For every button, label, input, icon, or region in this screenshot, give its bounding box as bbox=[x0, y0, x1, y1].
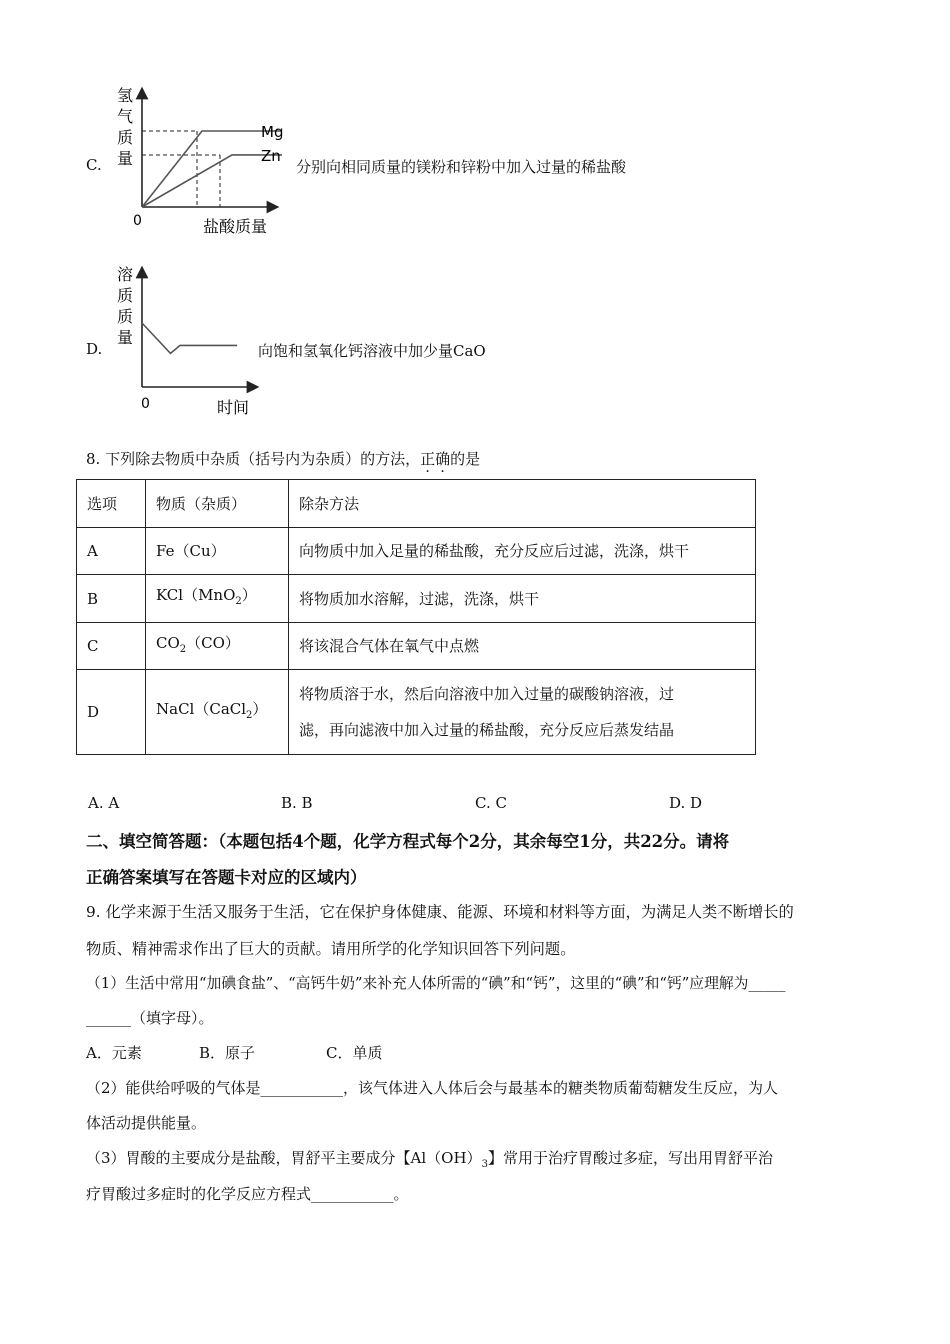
q9-part1-line1: （1）生活中常用“加碘食盐”、“高钙牛奶”来补充人体所需的“碘”和“钙”，这里的“碘”和“钙”应理解为_____ bbox=[86, 975, 786, 992]
chart-c-mg-label: Mg bbox=[261, 123, 284, 141]
q9-stem-line1: 9. 化学来源于生活又服务于生活，它在保护身体健康、能源、环境和材料等方面，为满足人类不断增长的 bbox=[86, 903, 794, 921]
table-header-row bbox=[77, 480, 756, 528]
row-c-method: 将该混合气体在氧气中点燃 bbox=[289, 623, 756, 670]
table-row bbox=[77, 528, 756, 575]
row-d-substance: NaCl（CaCl$_2$） bbox=[146, 670, 289, 755]
chart-d-origin: 0 bbox=[141, 396, 150, 412]
option-d-label: D. bbox=[86, 340, 103, 358]
q8-table bbox=[76, 479, 756, 755]
table-row bbox=[77, 575, 756, 623]
row-c-option: C bbox=[77, 623, 146, 670]
chart-d-series bbox=[142, 323, 237, 353]
row-d-method: 将物质溶于水，然后向溶液中加入过量的碳酸钠溶液，过 滤，再向滤液中加入过量的稀盐酸，充分反应后蒸发结晶 bbox=[289, 670, 756, 755]
q9-part3-line2: 疗胃酸过多症时的化学反应方程式___________。 bbox=[86, 1185, 409, 1203]
q9-part2-line2: 体活动提供能量。 bbox=[86, 1114, 207, 1132]
option-c-label: C. bbox=[86, 156, 102, 174]
row-b-option: B bbox=[77, 575, 146, 623]
row-b-method: 将物质加水溶解，过滤，洗涤，烘干 bbox=[289, 575, 756, 623]
row-a-method: 向物质中加入足量的稀盐酸，充分反应后过滤，洗涤，烘干 bbox=[289, 528, 756, 575]
chart-c bbox=[105, 85, 295, 240]
chart-d-ylabel-2: 质 bbox=[117, 307, 134, 326]
q8-stem: 8. 下列除去物质中杂质（括号内为杂质）的方法，正确的是 bbox=[86, 450, 481, 468]
section2-heading-line2: 正确答案填写在答题卡对应的区域内） bbox=[86, 868, 367, 887]
chart-c-zn-label: Zn bbox=[261, 147, 281, 165]
q9-part1-option-a: A．元素 bbox=[86, 1044, 142, 1062]
chart-c-ylabel-0: 氢 bbox=[117, 86, 134, 105]
chart-c-ylabel-3: 量 bbox=[117, 149, 134, 168]
option-d-desc: 向饱和氢氧化钙溶液中加少量CaO bbox=[258, 342, 486, 360]
chart-d bbox=[105, 262, 275, 422]
row-a-option: A bbox=[77, 528, 146, 575]
chart-d-xlabel: 时间 bbox=[217, 398, 250, 417]
header-method: 除杂方法 bbox=[289, 480, 756, 528]
chart-c-ylabel-1: 气 bbox=[117, 107, 134, 126]
choice-d[interactable]: D. D bbox=[669, 794, 703, 812]
q9-part1-option-c: C．单质 bbox=[326, 1044, 383, 1062]
q9-part1-option-b: B．原子 bbox=[199, 1044, 256, 1062]
table-row bbox=[77, 670, 756, 755]
q9-part2-line1: （2）能供给呼吸的气体是___________，该气体进入人体后会与最基本的糖类物质葡萄糖发生反应，为人 bbox=[86, 1079, 779, 1097]
chart-c-xlabel: 盐酸质量 bbox=[203, 217, 268, 236]
chart-d-ylabel-1: 质 bbox=[117, 286, 134, 305]
chart-c-origin: 0 bbox=[133, 213, 142, 229]
row-b-substance: KCl（MnO$_2$） bbox=[146, 575, 289, 623]
q9-part3-line1: （3）胃酸的主要成分是盐酸，胃舒平主要成分【$Al(OH)_3$】常用于治疗胃酸过多症，写出用胃舒平治 bbox=[86, 1149, 773, 1170]
row-d-option: D bbox=[77, 670, 146, 755]
q9-part1-line2: ______（填字母）。 bbox=[86, 1009, 214, 1027]
chart-c-ylabel-2: 质 bbox=[117, 128, 134, 147]
table-row bbox=[77, 623, 756, 670]
choice-c[interactable]: C. C bbox=[475, 794, 507, 812]
chart-d-ylabel-0: 溶 bbox=[117, 265, 134, 284]
row-c-substance: $CO_2(CO)$ bbox=[146, 623, 289, 670]
option-c-desc: 分别向相同质量的镁粉和锌粉中加入过量的稀盐酸 bbox=[296, 158, 627, 176]
q9-stem-line2: 物质、精神需求作出了巨大的贡献。请用所学的化学知识回答下列问题。 bbox=[86, 940, 576, 958]
header-option: 选项 bbox=[77, 480, 146, 528]
chart-d-ylabel-3: 量 bbox=[117, 328, 134, 347]
header-substance: 物质（杂质） bbox=[146, 480, 289, 528]
section2-heading-line1: 二、填空简答题：（本题包括4个题，化学方程式每个2分，其余每空1分，共22分。请将 bbox=[86, 832, 730, 851]
choice-b[interactable]: B. B bbox=[281, 794, 313, 812]
row-a-substance: Fe（Cu） bbox=[146, 528, 289, 575]
choice-a[interactable]: A. A bbox=[88, 794, 120, 812]
